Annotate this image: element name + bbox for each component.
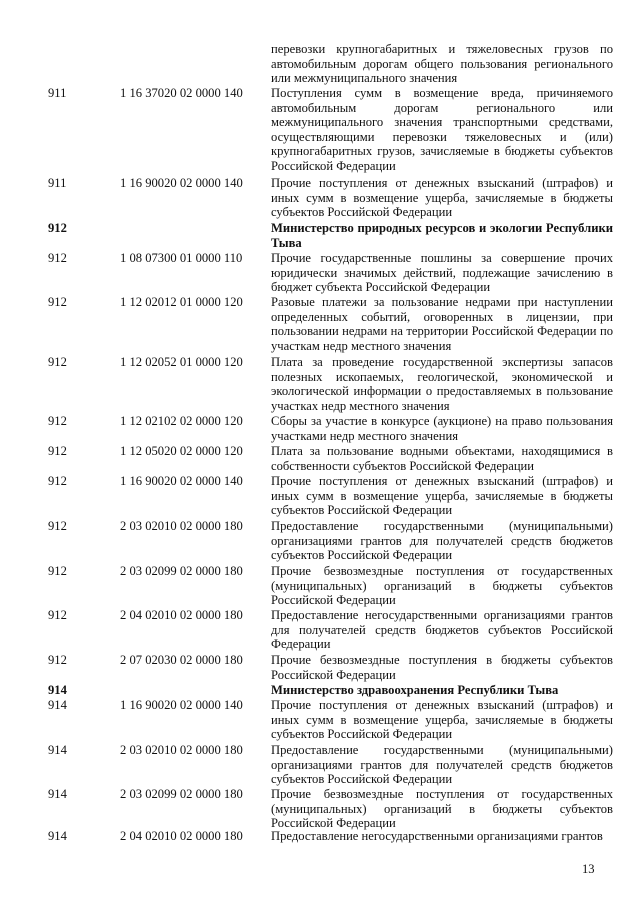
budget-classification-code: 2 03 02099 02 0000 180 bbox=[120, 787, 243, 801]
admin-code: 912 bbox=[48, 564, 67, 578]
budget-classification-code: 1 12 02052 01 0000 120 bbox=[120, 355, 243, 369]
ministry-title: Министерство природных ресурсов и экологии Республики Тыва bbox=[271, 221, 613, 250]
revenue-description: Предоставление государственными (муниципальными) организациями грантов для получателей средств бюджетов субъектов Российской Федерации bbox=[271, 743, 613, 787]
revenue-description: Прочие безвозмездные поступления в бюджеты субъектов Российской Федерации bbox=[271, 653, 613, 682]
revenue-description: Предоставление негосударственными организациями грантов для получателей средств бюджетов субъектов Российской Федерации bbox=[271, 608, 613, 652]
budget-classification-code: 2 04 02010 02 0000 180 bbox=[120, 829, 243, 843]
admin-code: 914 bbox=[48, 698, 67, 712]
budget-classification-code: 2 04 02010 02 0000 180 bbox=[120, 608, 243, 622]
revenue-description: перевозки крупногабаритных и тяжеловесных грузов по автомобильным дорогам общего пользования регионального или межмуниципального значения bbox=[271, 42, 613, 86]
budget-classification-code: 1 16 90020 02 0000 140 bbox=[120, 474, 243, 488]
admin-code: 912 bbox=[48, 474, 67, 488]
admin-code: 912 bbox=[48, 653, 67, 667]
revenue-description: Прочие безвозмездные поступления от государственных (муниципальных) организаций в бюджеты субъектов Российской Федерации bbox=[271, 564, 613, 608]
budget-classification-code: 1 12 02012 01 0000 120 bbox=[120, 295, 243, 309]
revenue-description: Плата за проведение государственной экспертизы запасов полезных ископаемых, геологической, экономической и экологической информации о предоставляемых в пользование участках недр местного значения bbox=[271, 355, 613, 413]
budget-classification-code: 1 08 07300 01 0000 110 bbox=[120, 251, 243, 265]
admin-code: 912 bbox=[48, 444, 67, 458]
budget-classification-code: 1 16 90020 02 0000 140 bbox=[120, 176, 243, 190]
admin-code: 912 bbox=[48, 608, 67, 622]
revenue-description: Сборы за участие в конкурсе (аукционе) на право пользования участками недр местного значения bbox=[271, 414, 613, 443]
admin-code: 912 bbox=[48, 355, 67, 369]
admin-code: 914 bbox=[48, 787, 67, 801]
revenue-description: Прочие поступления от денежных взысканий (штрафов) и иных сумм в возмещение ущерба, зачисляемые в бюджеты субъектов Российской Федерации bbox=[271, 474, 613, 518]
revenue-description: Прочие государственные пошлины за совершение прочих юридически значимых действий, подлежащие зачислению в бюджет субъекта Российской Федерации bbox=[271, 251, 613, 295]
admin-code: 914 bbox=[48, 683, 67, 697]
budget-classification-code: 1 12 05020 02 0000 120 bbox=[120, 444, 243, 458]
revenue-description: Прочие поступления от денежных взысканий (штрафов) и иных сумм в возмещение ущерба, зачисляемые в бюджеты субъектов Российской Федерации bbox=[271, 698, 613, 742]
admin-code: 914 bbox=[48, 743, 67, 757]
revenue-description: Предоставление негосударственными организациями грантов bbox=[271, 829, 603, 843]
revenue-description: Плата за пользование водными объектами, находящимися в собственности субъектов Российской Федерации bbox=[271, 444, 613, 473]
budget-classification-code: 2 03 02010 02 0000 180 bbox=[120, 743, 243, 757]
admin-code: 912 bbox=[48, 251, 67, 265]
admin-code: 912 bbox=[48, 414, 67, 428]
revenue-description: Предоставление государственными (муниципальными) организациями грантов для получателей средств бюджетов субъектов Российской Федерации bbox=[271, 519, 613, 563]
revenue-description: Поступления сумм в возмещение вреда, причиняемого автомобильным дорогам регионального или межмуниципального значения транспортными средствами, осуществляющими перевозки тяжеловесных и (или) крупногабаритных грузов, зачисляемые в бюджеты субъектов Российской Федерации bbox=[271, 86, 613, 173]
revenue-description: Разовые платежи за пользование недрами при наступлении определенных событий, оговоренных в лицензии, при пользовании недрами на территории Российской Федерации по участкам недр местного значения bbox=[271, 295, 613, 353]
revenue-description: Прочие безвозмездные поступления от государственных (муниципальных) организаций в бюджеты субъектов Российской Федерации bbox=[271, 787, 613, 831]
admin-code: 911 bbox=[48, 176, 67, 190]
admin-code: 912 bbox=[48, 295, 67, 309]
budget-classification-code: 2 03 02099 02 0000 180 bbox=[120, 564, 243, 578]
admin-code: 912 bbox=[48, 221, 67, 235]
admin-code: 912 bbox=[48, 519, 67, 533]
revenue-description: Прочие поступления от денежных взысканий (штрафов) и иных сумм в возмещение ущерба, зачисляемые в бюджеты субъектов Российской Федерации bbox=[271, 176, 613, 220]
page-number: 13 bbox=[582, 862, 595, 876]
budget-classification-code: 2 03 02010 02 0000 180 bbox=[120, 519, 243, 533]
budget-classification-code: 1 16 90020 02 0000 140 bbox=[120, 698, 243, 712]
budget-classification-code: 1 12 02102 02 0000 120 bbox=[120, 414, 243, 428]
budget-classification-code: 1 16 37020 02 0000 140 bbox=[120, 86, 243, 100]
ministry-title: Министерство здравоохранения Республики Тыва bbox=[271, 683, 559, 697]
admin-code: 911 bbox=[48, 86, 67, 100]
budget-classification-code: 2 07 02030 02 0000 180 bbox=[120, 653, 243, 667]
admin-code: 914 bbox=[48, 829, 67, 843]
